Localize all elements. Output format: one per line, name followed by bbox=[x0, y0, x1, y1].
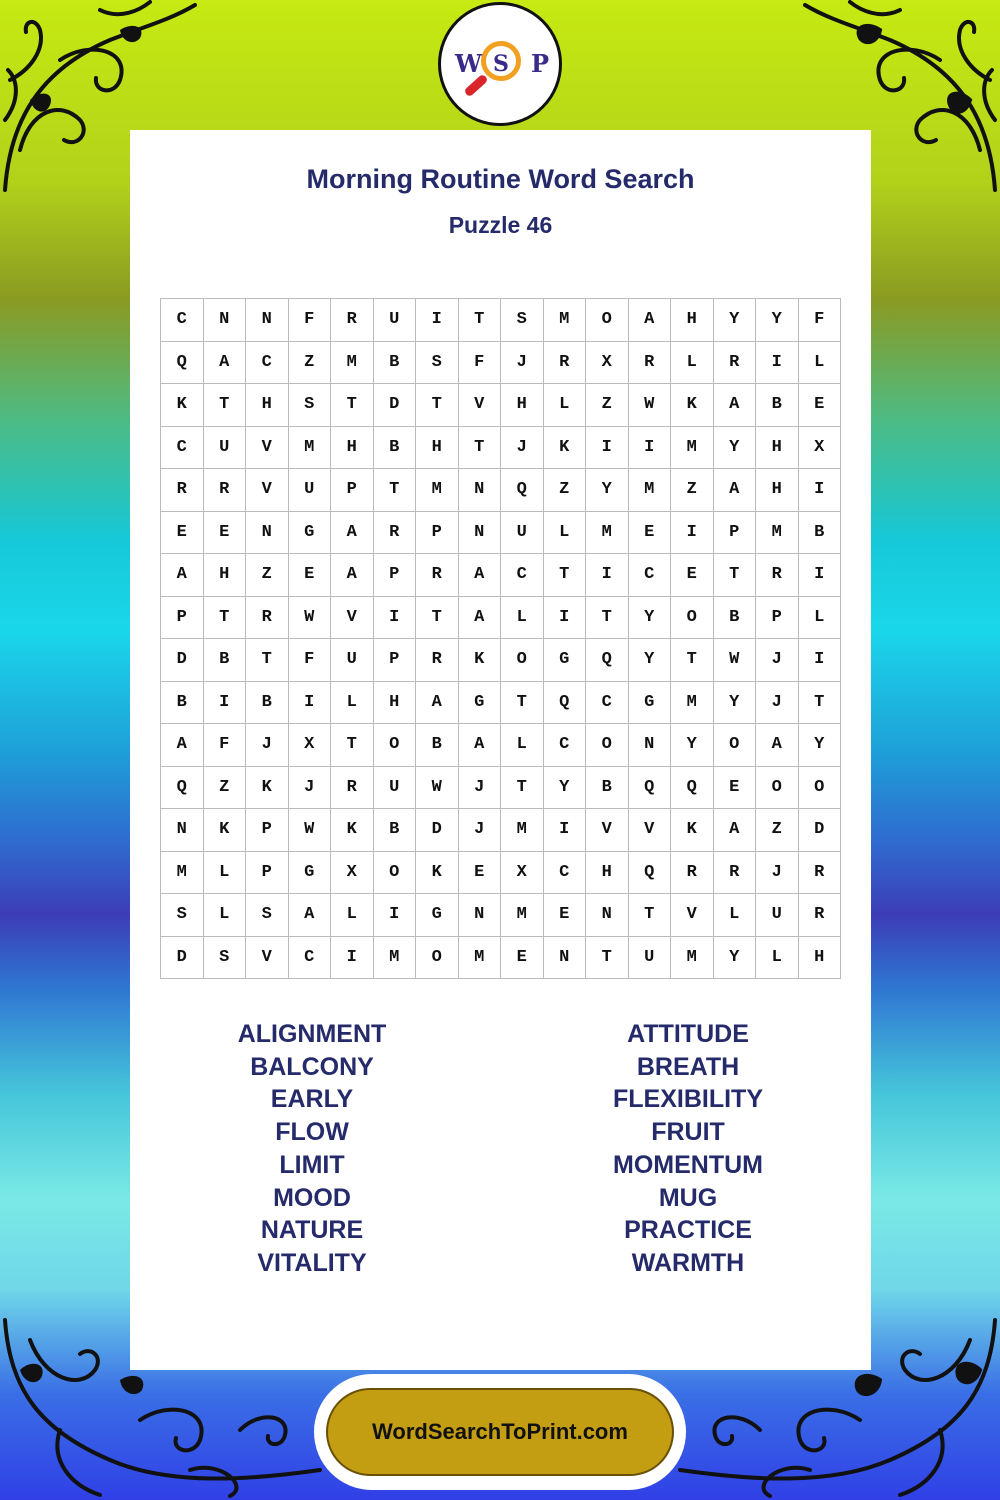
grid-cell[interactable]: J bbox=[501, 342, 544, 385]
grid-cell[interactable]: F bbox=[799, 299, 842, 342]
grid-cell[interactable]: R bbox=[714, 852, 757, 895]
grid-cell[interactable]: C bbox=[544, 724, 587, 767]
grid-cell[interactable]: Z bbox=[544, 469, 587, 512]
grid-cell[interactable]: M bbox=[374, 937, 417, 980]
grid-cell[interactable]: I bbox=[586, 554, 629, 597]
grid-cell[interactable]: R bbox=[331, 767, 374, 810]
grid-cell[interactable]: B bbox=[799, 512, 842, 555]
grid-cell[interactable]: T bbox=[586, 937, 629, 980]
grid-cell[interactable]: T bbox=[501, 767, 544, 810]
grid-cell[interactable]: A bbox=[331, 512, 374, 555]
grid-cell[interactable]: T bbox=[331, 724, 374, 767]
grid-cell[interactable]: I bbox=[289, 682, 332, 725]
grid-cell[interactable]: K bbox=[671, 809, 714, 852]
word-list-item: FRUIT bbox=[651, 1118, 725, 1147]
grid-cell[interactable]: R bbox=[416, 639, 459, 682]
grid-cell[interactable]: O bbox=[501, 639, 544, 682]
grid-cell[interactable]: F bbox=[459, 342, 502, 385]
grid-cell[interactable]: D bbox=[161, 937, 204, 980]
grid-cell[interactable]: C bbox=[544, 852, 587, 895]
grid-cell[interactable]: N bbox=[629, 724, 672, 767]
grid-cell[interactable]: X bbox=[501, 852, 544, 895]
grid-cell[interactable]: L bbox=[331, 682, 374, 725]
grid-cell[interactable]: X bbox=[289, 724, 332, 767]
grid-cell[interactable]: Q bbox=[161, 342, 204, 385]
grid-cell[interactable]: K bbox=[459, 639, 502, 682]
grid-cell[interactable]: A bbox=[714, 809, 757, 852]
grid-cell[interactable]: E bbox=[629, 512, 672, 555]
grid-cell[interactable]: E bbox=[671, 554, 714, 597]
grid-cell[interactable]: C bbox=[586, 682, 629, 725]
grid-cell[interactable]: L bbox=[501, 597, 544, 640]
grid-cell[interactable]: B bbox=[246, 682, 289, 725]
grid-cell[interactable]: R bbox=[331, 299, 374, 342]
grid-cell[interactable]: R bbox=[671, 852, 714, 895]
website-link[interactable]: WordSearchToPrint.com bbox=[326, 1388, 674, 1476]
grid-cell[interactable]: M bbox=[289, 427, 332, 470]
grid-cell[interactable]: K bbox=[416, 852, 459, 895]
word-list-left bbox=[162, 1018, 462, 1280]
grid-cell[interactable]: G bbox=[416, 894, 459, 937]
grid-cell[interactable]: Z bbox=[756, 809, 799, 852]
grid-cell[interactable]: V bbox=[629, 809, 672, 852]
grid-cell[interactable]: W bbox=[289, 809, 332, 852]
grid-cell[interactable]: T bbox=[204, 384, 247, 427]
grid-cell[interactable]: O bbox=[586, 299, 629, 342]
grid-cell[interactable]: I bbox=[331, 937, 374, 980]
grid-cell[interactable]: D bbox=[374, 384, 417, 427]
grid-cell[interactable]: R bbox=[204, 469, 247, 512]
grid-cell[interactable]: B bbox=[586, 767, 629, 810]
word-list-item: MUG bbox=[658, 1183, 718, 1212]
word-list-item: MOMENTUM bbox=[613, 1150, 763, 1179]
word-list-item: FLOW bbox=[275, 1118, 349, 1147]
grid-cell[interactable]: J bbox=[501, 427, 544, 470]
grid-cell[interactable]: C bbox=[161, 427, 204, 470]
grid-cell[interactable]: N bbox=[586, 894, 629, 937]
grid-cell[interactable]: T bbox=[671, 639, 714, 682]
grid-cell[interactable]: N bbox=[246, 299, 289, 342]
grid-cell[interactable]: T bbox=[331, 384, 374, 427]
grid-cell[interactable]: I bbox=[374, 597, 417, 640]
grid-cell[interactable]: Q bbox=[501, 469, 544, 512]
grid-cell[interactable]: I bbox=[799, 639, 842, 682]
word-list-item: WARMTH bbox=[631, 1248, 745, 1277]
grid-cell[interactable]: Y bbox=[629, 597, 672, 640]
grid-cell[interactable]: O bbox=[374, 852, 417, 895]
grid-cell[interactable]: Y bbox=[799, 724, 842, 767]
grid-cell[interactable]: T bbox=[416, 384, 459, 427]
grid-cell[interactable]: B bbox=[374, 342, 417, 385]
grid-cell[interactable]: S bbox=[289, 384, 332, 427]
grid-cell[interactable]: N bbox=[204, 299, 247, 342]
grid-cell[interactable]: H bbox=[246, 384, 289, 427]
grid-cell[interactable]: C bbox=[501, 554, 544, 597]
grid-cell[interactable]: W bbox=[416, 767, 459, 810]
grid-cell[interactable]: N bbox=[246, 512, 289, 555]
grid-cell[interactable]: R bbox=[714, 342, 757, 385]
grid-cell[interactable]: U bbox=[501, 512, 544, 555]
grid-cell[interactable]: G bbox=[289, 852, 332, 895]
grid-cell[interactable]: F bbox=[289, 299, 332, 342]
word-list-item: BALCONY bbox=[250, 1052, 374, 1081]
grid-cell[interactable]: M bbox=[671, 937, 714, 980]
grid-cell[interactable]: C bbox=[629, 554, 672, 597]
grid-cell[interactable]: G bbox=[289, 512, 332, 555]
grid-cell[interactable]: E bbox=[501, 937, 544, 980]
grid-cell[interactable]: C bbox=[289, 937, 332, 980]
grid-cell[interactable]: S bbox=[501, 299, 544, 342]
grid-cell[interactable]: T bbox=[501, 682, 544, 725]
grid-cell[interactable]: K bbox=[671, 384, 714, 427]
grid-cell[interactable]: A bbox=[161, 554, 204, 597]
grid-cell[interactable]: I bbox=[374, 894, 417, 937]
grid-cell[interactable]: X bbox=[331, 852, 374, 895]
grid-cell[interactable]: Q bbox=[629, 767, 672, 810]
grid-cell[interactable]: J bbox=[756, 682, 799, 725]
grid-cell[interactable]: H bbox=[416, 427, 459, 470]
grid-cell[interactable]: V bbox=[671, 894, 714, 937]
grid-cell[interactable]: L bbox=[544, 512, 587, 555]
grid-cell[interactable]: U bbox=[374, 767, 417, 810]
grid-cell[interactable]: X bbox=[586, 342, 629, 385]
grid-cell[interactable]: A bbox=[629, 299, 672, 342]
grid-cell[interactable]: J bbox=[459, 809, 502, 852]
grid-cell[interactable]: W bbox=[714, 639, 757, 682]
grid-cell[interactable]: Y bbox=[714, 427, 757, 470]
grid-cell[interactable]: I bbox=[544, 809, 587, 852]
grid-cell[interactable]: H bbox=[204, 554, 247, 597]
grid-cell[interactable]: R bbox=[756, 554, 799, 597]
grid-cell[interactable]: T bbox=[416, 597, 459, 640]
grid-cell[interactable]: M bbox=[586, 512, 629, 555]
grid-cell[interactable]: Y bbox=[714, 682, 757, 725]
grid-cell[interactable]: I bbox=[756, 342, 799, 385]
grid-cell[interactable]: Q bbox=[544, 682, 587, 725]
grid-cell[interactable]: C bbox=[161, 299, 204, 342]
grid-cell[interactable]: G bbox=[629, 682, 672, 725]
grid-cell[interactable]: U bbox=[756, 894, 799, 937]
grid-cell[interactable]: E bbox=[289, 554, 332, 597]
grid-cell[interactable]: U bbox=[204, 427, 247, 470]
grid-cell[interactable]: V bbox=[246, 427, 289, 470]
grid-cell[interactable]: K bbox=[331, 809, 374, 852]
grid-cell[interactable]: Q bbox=[586, 639, 629, 682]
grid-cell[interactable]: W bbox=[629, 384, 672, 427]
grid-cell[interactable]: E bbox=[161, 512, 204, 555]
grid-cell[interactable]: T bbox=[714, 554, 757, 597]
grid-cell[interactable]: Y bbox=[756, 299, 799, 342]
grid-cell[interactable]: L bbox=[799, 342, 842, 385]
grid-cell[interactable]: J bbox=[246, 724, 289, 767]
grid-cell[interactable]: P bbox=[714, 512, 757, 555]
grid-cell[interactable]: M bbox=[161, 852, 204, 895]
word-list-item: ALIGNMENT bbox=[237, 1020, 387, 1048]
grid-cell[interactable]: N bbox=[459, 894, 502, 937]
grid-cell[interactable]: R bbox=[246, 597, 289, 640]
grid-cell[interactable]: V bbox=[331, 597, 374, 640]
grid-cell[interactable]: P bbox=[416, 512, 459, 555]
grid-cell[interactable]: Q bbox=[629, 852, 672, 895]
grid-cell[interactable]: V bbox=[459, 384, 502, 427]
grid-cell[interactable]: B bbox=[374, 427, 417, 470]
grid-cell[interactable]: Z bbox=[671, 469, 714, 512]
grid-cell[interactable]: H bbox=[374, 682, 417, 725]
grid-cell[interactable]: H bbox=[671, 299, 714, 342]
grid-cell[interactable]: R bbox=[416, 554, 459, 597]
grid-cell[interactable]: H bbox=[586, 852, 629, 895]
grid-cell[interactable]: J bbox=[289, 767, 332, 810]
grid-cell[interactable]: B bbox=[756, 384, 799, 427]
grid-cell[interactable]: K bbox=[204, 809, 247, 852]
puzzle-panel bbox=[130, 130, 871, 1370]
word-list-right bbox=[538, 1018, 838, 1280]
grid-cell[interactable]: Q bbox=[671, 767, 714, 810]
grid-cell[interactable]: V bbox=[586, 809, 629, 852]
grid-cell[interactable]: Q bbox=[161, 767, 204, 810]
grid-cell[interactable]: P bbox=[756, 597, 799, 640]
grid-cell[interactable]: T bbox=[799, 682, 842, 725]
word-list-item: LIMIT bbox=[279, 1150, 345, 1179]
grid-cell[interactable]: N bbox=[544, 937, 587, 980]
grid-cell[interactable]: M bbox=[756, 512, 799, 555]
grid-cell[interactable]: P bbox=[374, 639, 417, 682]
grid-cell[interactable]: H bbox=[331, 427, 374, 470]
word-list-item: PRACTICE bbox=[624, 1216, 752, 1245]
grid-cell[interactable]: I bbox=[799, 469, 842, 512]
website-badge bbox=[314, 1374, 686, 1490]
logo-letter-w: W bbox=[455, 49, 482, 78]
grid-cell[interactable]: A bbox=[459, 554, 502, 597]
grid-cell[interactable]: I bbox=[799, 554, 842, 597]
grid-cell[interactable]: O bbox=[416, 937, 459, 980]
grid-cell[interactable]: P bbox=[331, 469, 374, 512]
grid-cell[interactable]: A bbox=[459, 724, 502, 767]
grid-cell[interactable]: T bbox=[586, 597, 629, 640]
grid-cell[interactable]: I bbox=[544, 597, 587, 640]
letter-grid bbox=[160, 298, 841, 979]
grid-cell[interactable]: Z bbox=[246, 554, 289, 597]
grid-cell[interactable]: L bbox=[544, 384, 587, 427]
word-list-item: EARLY bbox=[270, 1085, 354, 1114]
grid-cell[interactable]: J bbox=[459, 767, 502, 810]
grid-cell[interactable]: A bbox=[714, 469, 757, 512]
grid-cell[interactable]: C bbox=[246, 342, 289, 385]
logo-letter-p: P bbox=[531, 49, 550, 78]
grid-cell[interactable]: H bbox=[756, 427, 799, 470]
grid-cell[interactable]: G bbox=[544, 639, 587, 682]
grid-cell[interactable]: O bbox=[714, 724, 757, 767]
grid-cell[interactable]: Y bbox=[586, 469, 629, 512]
grid-cell[interactable]: D bbox=[416, 809, 459, 852]
grid-cell[interactable]: T bbox=[459, 427, 502, 470]
grid-cell[interactable]: V bbox=[246, 469, 289, 512]
grid-cell[interactable]: Y bbox=[714, 299, 757, 342]
grid-cell[interactable]: N bbox=[161, 809, 204, 852]
grid-cell[interactable]: D bbox=[799, 809, 842, 852]
grid-cell[interactable]: O bbox=[799, 767, 842, 810]
grid-cell[interactable]: J bbox=[756, 639, 799, 682]
grid-cell[interactable]: T bbox=[544, 554, 587, 597]
grid-cell[interactable]: J bbox=[756, 852, 799, 895]
grid-cell[interactable]: L bbox=[714, 894, 757, 937]
grid-cell[interactable]: M bbox=[671, 682, 714, 725]
grid-cell[interactable]: L bbox=[501, 724, 544, 767]
grid-cell[interactable]: B bbox=[374, 809, 417, 852]
grid-cell[interactable]: L bbox=[756, 937, 799, 980]
grid-cell[interactable]: B bbox=[416, 724, 459, 767]
grid-cell[interactable]: E bbox=[459, 852, 502, 895]
grid-cell[interactable]: F bbox=[289, 639, 332, 682]
grid-cell[interactable]: A bbox=[714, 384, 757, 427]
grid-cell[interactable]: R bbox=[161, 469, 204, 512]
grid-cell[interactable]: G bbox=[459, 682, 502, 725]
puzzle-subtitle: Puzzle 46 bbox=[448, 212, 553, 238]
word-list-item: MOOD bbox=[273, 1183, 351, 1212]
grid-cell[interactable]: P bbox=[246, 852, 289, 895]
grid-cell[interactable]: S bbox=[246, 894, 289, 937]
grid-cell[interactable]: A bbox=[204, 342, 247, 385]
grid-cell[interactable]: V bbox=[246, 937, 289, 980]
grid-cell[interactable]: A bbox=[459, 597, 502, 640]
grid-cell[interactable]: L bbox=[331, 894, 374, 937]
grid-cell[interactable]: M bbox=[416, 469, 459, 512]
grid-cell[interactable]: B bbox=[204, 639, 247, 682]
grid-cell[interactable]: A bbox=[161, 724, 204, 767]
grid-cell[interactable]: S bbox=[416, 342, 459, 385]
grid-cell[interactable]: E bbox=[714, 767, 757, 810]
grid-cell[interactable]: O bbox=[756, 767, 799, 810]
grid-cell[interactable]: T bbox=[459, 299, 502, 342]
grid-cell[interactable]: M bbox=[629, 469, 672, 512]
grid-cell[interactable]: R bbox=[799, 852, 842, 895]
grid-cell[interactable]: Y bbox=[671, 724, 714, 767]
grid-cell[interactable]: T bbox=[374, 469, 417, 512]
grid-cell[interactable]: K bbox=[246, 767, 289, 810]
grid-cell[interactable]: E bbox=[544, 894, 587, 937]
grid-cell[interactable]: T bbox=[246, 639, 289, 682]
grid-cell[interactable]: Y bbox=[629, 639, 672, 682]
grid-cell[interactable]: S bbox=[161, 894, 204, 937]
puzzle-title: Morning Routine Word Search bbox=[306, 164, 695, 194]
grid-cell[interactable]: R bbox=[799, 894, 842, 937]
grid-cell[interactable]: N bbox=[459, 512, 502, 555]
grid-cell[interactable]: O bbox=[586, 724, 629, 767]
word-list-item: BREATH bbox=[636, 1052, 740, 1081]
grid-cell[interactable]: A bbox=[756, 724, 799, 767]
grid-cell[interactable]: L bbox=[671, 342, 714, 385]
grid-cell[interactable]: P bbox=[246, 809, 289, 852]
grid-cell[interactable]: D bbox=[161, 639, 204, 682]
logo-letter-s: S bbox=[493, 51, 509, 77]
grid-cell[interactable]: M bbox=[671, 427, 714, 470]
grid-cell[interactable]: Z bbox=[586, 384, 629, 427]
wsp-logo bbox=[438, 2, 562, 126]
grid-cell[interactable]: P bbox=[374, 554, 417, 597]
grid-cell[interactable]: E bbox=[799, 384, 842, 427]
grid-cell[interactable]: L bbox=[204, 894, 247, 937]
grid-cell[interactable]: U bbox=[289, 469, 332, 512]
grid-cell[interactable]: E bbox=[204, 512, 247, 555]
grid-cell[interactable]: B bbox=[161, 682, 204, 725]
grid-cell[interactable]: X bbox=[799, 427, 842, 470]
grid-cell[interactable]: A bbox=[416, 682, 459, 725]
grid-cell[interactable]: T bbox=[204, 597, 247, 640]
grid-cell[interactable]: T bbox=[629, 894, 672, 937]
grid-cell[interactable]: H bbox=[756, 469, 799, 512]
grid-cell[interactable]: L bbox=[799, 597, 842, 640]
word-list-item: VITALITY bbox=[257, 1248, 367, 1277]
grid-cell[interactable]: A bbox=[331, 554, 374, 597]
grid-cell[interactable]: I bbox=[671, 512, 714, 555]
grid-cell[interactable]: P bbox=[161, 597, 204, 640]
grid-cell[interactable]: M bbox=[459, 937, 502, 980]
grid-cell[interactable]: O bbox=[374, 724, 417, 767]
grid-cell[interactable]: N bbox=[459, 469, 502, 512]
word-list-item: ATTITUDE bbox=[627, 1020, 749, 1048]
grid-cell[interactable]: I bbox=[629, 427, 672, 470]
grid-cell[interactable]: R bbox=[374, 512, 417, 555]
grid-cell[interactable]: I bbox=[204, 682, 247, 725]
grid-cell[interactable]: Y bbox=[544, 767, 587, 810]
grid-cell[interactable]: K bbox=[544, 427, 587, 470]
grid-cell[interactable]: F bbox=[204, 724, 247, 767]
grid-cell[interactable]: A bbox=[289, 894, 332, 937]
grid-cell[interactable]: M bbox=[501, 809, 544, 852]
grid-cell[interactable]: I bbox=[586, 427, 629, 470]
word-list-item: NATURE bbox=[260, 1216, 364, 1245]
grid-cell[interactable]: Z bbox=[204, 767, 247, 810]
grid-cell[interactable]: Y bbox=[714, 937, 757, 980]
grid-cell[interactable]: M bbox=[501, 894, 544, 937]
grid-cell[interactable]: O bbox=[671, 597, 714, 640]
grid-cell[interactable]: M bbox=[331, 342, 374, 385]
grid-cell[interactable]: B bbox=[714, 597, 757, 640]
grid-cell[interactable]: H bbox=[799, 937, 842, 980]
grid-cell[interactable]: U bbox=[331, 639, 374, 682]
grid-cell[interactable]: U bbox=[629, 937, 672, 980]
grid-cell[interactable]: M bbox=[544, 299, 587, 342]
grid-cell[interactable]: S bbox=[204, 937, 247, 980]
grid-cell[interactable]: U bbox=[374, 299, 417, 342]
grid-cell[interactable]: W bbox=[289, 597, 332, 640]
grid-cell[interactable]: Z bbox=[289, 342, 332, 385]
grid-cell[interactable]: K bbox=[161, 384, 204, 427]
grid-cell[interactable]: I bbox=[416, 299, 459, 342]
grid-cell[interactable]: R bbox=[629, 342, 672, 385]
grid-cell[interactable]: L bbox=[204, 852, 247, 895]
grid-cell[interactable]: R bbox=[544, 342, 587, 385]
grid-cell[interactable]: H bbox=[501, 384, 544, 427]
word-list-item: FLEXIBILITY bbox=[613, 1085, 763, 1114]
